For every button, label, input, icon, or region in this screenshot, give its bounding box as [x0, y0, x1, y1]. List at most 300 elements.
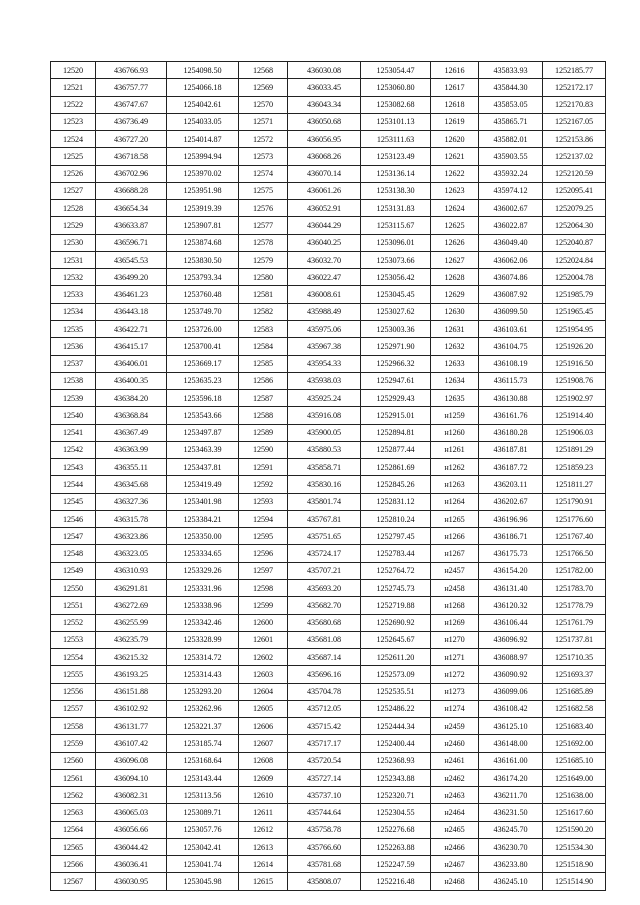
point-number-cell-group-3: н2460: [431, 735, 479, 752]
y-coordinate-cell-group-3: 1251737.81: [543, 631, 606, 648]
point-number-cell-group-3: н1263: [431, 476, 479, 493]
point-number-cell-group-3: 12630: [431, 303, 479, 320]
coordinates-table-body: [51, 62, 606, 891]
y-coordinate-cell-group-1: 1253338.96: [167, 597, 239, 614]
x-coordinate-cell-group-2: 435707.21: [288, 562, 361, 579]
x-coordinate-cell-group-3: 435844.30: [479, 79, 543, 96]
x-coordinate-cell-group-2: 435737.10: [288, 787, 361, 804]
y-coordinate-cell-group-3: 1251783.70: [543, 579, 606, 596]
y-coordinate-cell-group-2: 1252247.59: [361, 856, 431, 873]
y-coordinate-cell-group-1: 1253185.74: [167, 735, 239, 752]
table-row: [51, 769, 606, 786]
y-coordinate-cell-group-2: 1252400.44: [361, 735, 431, 752]
point-number-cell-group-1: 12548: [51, 545, 96, 562]
x-coordinate-cell-group-3: 436180.28: [479, 424, 543, 441]
point-number-cell-group-2: 12614: [239, 856, 288, 873]
y-coordinate-cell-group-2: 1252947.61: [361, 372, 431, 389]
y-coordinate-cell-group-2: 1252719.88: [361, 597, 431, 614]
x-coordinate-cell-group-2: 435808.07: [288, 873, 361, 890]
y-coordinate-cell-group-3: 1251534.30: [543, 838, 606, 855]
point-number-cell-group-1: 12562: [51, 787, 96, 804]
point-number-cell-group-3: н2468: [431, 873, 479, 890]
y-coordinate-cell-group-1: 1253970.02: [167, 165, 239, 182]
y-coordinate-cell-group-1: 1253221.37: [167, 718, 239, 735]
table-row: [51, 631, 606, 648]
point-number-cell-group-2: 12592: [239, 476, 288, 493]
y-coordinate-cell-group-1: 1253596.18: [167, 390, 239, 407]
x-coordinate-cell-group-3: 436022.87: [479, 217, 543, 234]
point-number-cell-group-2: 12577: [239, 217, 288, 234]
y-coordinate-cell-group-2: 1252966.32: [361, 355, 431, 372]
y-coordinate-cell-group-3: 1251859.23: [543, 459, 606, 476]
x-coordinate-cell-group-2: 435975.06: [288, 320, 361, 337]
x-coordinate-cell-group-1: 436291.81: [96, 579, 167, 596]
point-number-cell-group-3: 12632: [431, 338, 479, 355]
point-number-cell-group-2: 12603: [239, 666, 288, 683]
point-number-cell-group-1: 12545: [51, 493, 96, 510]
y-coordinate-cell-group-3: 1252153.86: [543, 131, 606, 148]
x-coordinate-cell-group-1: 436044.42: [96, 838, 167, 855]
point-number-cell-group-2: 12574: [239, 165, 288, 182]
point-number-cell-group-1: 12552: [51, 614, 96, 631]
y-coordinate-cell-group-1: 1253057.76: [167, 821, 239, 838]
x-coordinate-cell-group-2: 435781.68: [288, 856, 361, 873]
y-coordinate-cell-group-3: 1251908.76: [543, 372, 606, 389]
point-number-cell-group-3: н2458: [431, 579, 479, 596]
table-row: [51, 79, 606, 96]
point-number-cell-group-3: 12623: [431, 182, 479, 199]
point-number-cell-group-2: 12606: [239, 718, 288, 735]
y-coordinate-cell-group-3: 1251685.89: [543, 683, 606, 700]
x-coordinate-cell-group-3: 436148.00: [479, 735, 543, 752]
point-number-cell-group-3: н1259: [431, 407, 479, 424]
y-coordinate-cell-group-2: 1252745.73: [361, 579, 431, 596]
x-coordinate-cell-group-3: 436088.97: [479, 649, 543, 666]
point-number-cell-group-1: 12525: [51, 148, 96, 165]
point-number-cell-group-1: 12565: [51, 838, 96, 855]
point-number-cell-group-2: 12607: [239, 735, 288, 752]
point-number-cell-group-1: 12560: [51, 752, 96, 769]
point-number-cell-group-3: 12631: [431, 320, 479, 337]
point-number-cell-group-1: 12558: [51, 718, 96, 735]
x-coordinate-cell-group-3: 436115.73: [479, 372, 543, 389]
x-coordinate-cell-group-2: 435680.68: [288, 614, 361, 631]
point-number-cell-group-3: 12619: [431, 113, 479, 130]
point-number-cell-group-2: 12608: [239, 752, 288, 769]
y-coordinate-cell-group-3: 1251617.60: [543, 804, 606, 821]
point-number-cell-group-1: 12563: [51, 804, 96, 821]
y-coordinate-cell-group-3: 1252167.05: [543, 113, 606, 130]
table-row: [51, 614, 606, 631]
y-coordinate-cell-group-3: 1251649.00: [543, 769, 606, 786]
point-number-cell-group-3: 12620: [431, 131, 479, 148]
y-coordinate-cell-group-3: 1251954.95: [543, 320, 606, 337]
point-number-cell-group-2: 12572: [239, 131, 288, 148]
x-coordinate-cell-group-1: 436499.20: [96, 269, 167, 286]
y-coordinate-cell-group-1: 1253749.70: [167, 303, 239, 320]
point-number-cell-group-2: 12591: [239, 459, 288, 476]
point-number-cell-group-2: 12582: [239, 303, 288, 320]
x-coordinate-cell-group-2: 435954.33: [288, 355, 361, 372]
y-coordinate-cell-group-2: 1252831.12: [361, 493, 431, 510]
y-coordinate-cell-group-3: 1252185.77: [543, 62, 606, 79]
point-number-cell-group-3: н1271: [431, 649, 479, 666]
y-coordinate-cell-group-1: 1253419.49: [167, 476, 239, 493]
y-coordinate-cell-group-3: 1251891.29: [543, 441, 606, 458]
point-number-cell-group-2: 12589: [239, 424, 288, 441]
point-number-cell-group-2: 12604: [239, 683, 288, 700]
point-number-cell-group-3: н1268: [431, 597, 479, 614]
point-number-cell-group-2: 12581: [239, 286, 288, 303]
x-coordinate-cell-group-1: 436056.66: [96, 821, 167, 838]
x-coordinate-cell-group-3: 436202.67: [479, 493, 543, 510]
x-coordinate-cell-group-3: 436062.06: [479, 251, 543, 268]
x-coordinate-cell-group-1: 436747.67: [96, 96, 167, 113]
point-number-cell-group-1: 12522: [51, 96, 96, 113]
point-number-cell-group-2: 12585: [239, 355, 288, 372]
x-coordinate-cell-group-3: 436120.32: [479, 597, 543, 614]
y-coordinate-cell-group-1: 1253635.23: [167, 372, 239, 389]
x-coordinate-cell-group-2: 435712.05: [288, 700, 361, 717]
y-coordinate-cell-group-2: 1252611.20: [361, 649, 431, 666]
point-number-cell-group-3: 12617: [431, 79, 479, 96]
point-number-cell-group-2: 12583: [239, 320, 288, 337]
point-number-cell-group-1: 12532: [51, 269, 96, 286]
x-coordinate-cell-group-2: 435767.81: [288, 510, 361, 527]
x-coordinate-cell-group-3: 436231.50: [479, 804, 543, 821]
y-coordinate-cell-group-3: 1251590.20: [543, 821, 606, 838]
x-coordinate-cell-group-3: 436161.76: [479, 407, 543, 424]
x-coordinate-cell-group-1: 436030.95: [96, 873, 167, 890]
y-coordinate-cell-group-1: 1253350.00: [167, 528, 239, 545]
table-row: [51, 804, 606, 821]
table-row: [51, 286, 606, 303]
point-number-cell-group-2: 12610: [239, 787, 288, 804]
x-coordinate-cell-group-1: 436461.23: [96, 286, 167, 303]
x-coordinate-cell-group-2: 436070.14: [288, 165, 361, 182]
table-row: [51, 234, 606, 251]
y-coordinate-cell-group-1: 1253463.39: [167, 441, 239, 458]
point-number-cell-group-1: 12556: [51, 683, 96, 700]
y-coordinate-cell-group-1: 1253401.98: [167, 493, 239, 510]
x-coordinate-cell-group-3: 435853.05: [479, 96, 543, 113]
point-number-cell-group-1: 12530: [51, 234, 96, 251]
x-coordinate-cell-group-1: 436406.01: [96, 355, 167, 372]
x-coordinate-cell-group-1: 436718.58: [96, 148, 167, 165]
y-coordinate-cell-group-3: 1252024.84: [543, 251, 606, 268]
y-coordinate-cell-group-3: 1251767.40: [543, 528, 606, 545]
y-coordinate-cell-group-1: 1253041.74: [167, 856, 239, 873]
x-coordinate-cell-group-1: 436345.68: [96, 476, 167, 493]
x-coordinate-cell-group-2: 435900.05: [288, 424, 361, 441]
y-coordinate-cell-group-1: 1253045.98: [167, 873, 239, 890]
y-coordinate-cell-group-3: 1252120.59: [543, 165, 606, 182]
x-coordinate-cell-group-1: 436255.99: [96, 614, 167, 631]
y-coordinate-cell-group-2: 1252764.72: [361, 562, 431, 579]
x-coordinate-cell-group-3: 436049.40: [479, 234, 543, 251]
y-coordinate-cell-group-1: 1253669.17: [167, 355, 239, 372]
point-number-cell-group-3: н2461: [431, 752, 479, 769]
x-coordinate-cell-group-3: 436002.67: [479, 200, 543, 217]
table-row: [51, 649, 606, 666]
x-coordinate-cell-group-3: 436090.92: [479, 666, 543, 683]
x-coordinate-cell-group-3: 436125.10: [479, 718, 543, 735]
point-number-cell-group-1: 12536: [51, 338, 96, 355]
x-coordinate-cell-group-1: 436384.20: [96, 390, 167, 407]
point-number-cell-group-2: 12596: [239, 545, 288, 562]
y-coordinate-cell-group-2: 1252573.09: [361, 666, 431, 683]
x-coordinate-cell-group-2: 436008.61: [288, 286, 361, 303]
y-coordinate-cell-group-1: 1254098.50: [167, 62, 239, 79]
x-coordinate-cell-group-3: 436108.19: [479, 355, 543, 372]
x-coordinate-cell-group-3: 436186.71: [479, 528, 543, 545]
x-coordinate-cell-group-1: 436727.20: [96, 131, 167, 148]
y-coordinate-cell-group-2: 1253082.68: [361, 96, 431, 113]
y-coordinate-cell-group-2: 1252368.93: [361, 752, 431, 769]
point-number-cell-group-1: 12550: [51, 579, 96, 596]
point-number-cell-group-2: 12569: [239, 79, 288, 96]
point-number-cell-group-3: 12621: [431, 148, 479, 165]
table-row: [51, 113, 606, 130]
point-number-cell-group-3: н1272: [431, 666, 479, 683]
point-number-cell-group-1: 12531: [51, 251, 96, 268]
point-number-cell-group-2: 12612: [239, 821, 288, 838]
x-coordinate-cell-group-2: 436040.25: [288, 234, 361, 251]
x-coordinate-cell-group-3: 436245.10: [479, 873, 543, 890]
y-coordinate-cell-group-1: 1253042.41: [167, 838, 239, 855]
point-number-cell-group-1: 12524: [51, 131, 96, 148]
y-coordinate-cell-group-2: 1252535.51: [361, 683, 431, 700]
point-number-cell-group-1: 12541: [51, 424, 96, 441]
point-number-cell-group-1: 12527: [51, 182, 96, 199]
x-coordinate-cell-group-1: 436367.49: [96, 424, 167, 441]
point-number-cell-group-1: 12564: [51, 821, 96, 838]
y-coordinate-cell-group-2: 1252783.44: [361, 545, 431, 562]
point-number-cell-group-3: 12618: [431, 96, 479, 113]
y-coordinate-cell-group-1: 1253331.96: [167, 579, 239, 596]
y-coordinate-cell-group-3: 1251518.90: [543, 856, 606, 873]
y-coordinate-cell-group-1: 1254042.61: [167, 96, 239, 113]
point-number-cell-group-1: 12526: [51, 165, 96, 182]
x-coordinate-cell-group-2: 435751.65: [288, 528, 361, 545]
table-row: [51, 303, 606, 320]
table-row: [51, 165, 606, 182]
table-row: [51, 718, 606, 735]
table-row: [51, 666, 606, 683]
x-coordinate-cell-group-3: 436099.06: [479, 683, 543, 700]
y-coordinate-cell-group-2: 1252877.44: [361, 441, 431, 458]
x-coordinate-cell-group-3: 435865.71: [479, 113, 543, 130]
x-coordinate-cell-group-1: 436688.28: [96, 182, 167, 199]
point-number-cell-group-2: 12602: [239, 649, 288, 666]
table-row: [51, 96, 606, 113]
point-number-cell-group-2: 12570: [239, 96, 288, 113]
x-coordinate-cell-group-2: 435717.17: [288, 735, 361, 752]
point-number-cell-group-2: 12568: [239, 62, 288, 79]
x-coordinate-cell-group-1: 436107.42: [96, 735, 167, 752]
x-coordinate-cell-group-1: 436102.92: [96, 700, 167, 717]
y-coordinate-cell-group-2: 1252971.90: [361, 338, 431, 355]
x-coordinate-cell-group-1: 436443.18: [96, 303, 167, 320]
table-row: [51, 251, 606, 268]
x-coordinate-cell-group-1: 436315.78: [96, 510, 167, 527]
y-coordinate-cell-group-3: 1251710.35: [543, 649, 606, 666]
y-coordinate-cell-group-2: 1253101.13: [361, 113, 431, 130]
x-coordinate-cell-group-2: 435704.78: [288, 683, 361, 700]
point-number-cell-group-2: 12594: [239, 510, 288, 527]
y-coordinate-cell-group-2: 1253003.36: [361, 320, 431, 337]
point-number-cell-group-3: н1262: [431, 459, 479, 476]
coordinates-page: [50, 61, 605, 887]
x-coordinate-cell-group-2: 435938.03: [288, 372, 361, 389]
y-coordinate-cell-group-2: 1252690.92: [361, 614, 431, 631]
point-number-cell-group-3: н2464: [431, 804, 479, 821]
x-coordinate-cell-group-2: 435724.17: [288, 545, 361, 562]
x-coordinate-cell-group-1: 436131.77: [96, 718, 167, 735]
y-coordinate-cell-group-2: 1253060.80: [361, 79, 431, 96]
coordinates-table: [50, 61, 606, 891]
point-number-cell-group-3: н1269: [431, 614, 479, 631]
x-coordinate-cell-group-1: 436215.32: [96, 649, 167, 666]
point-number-cell-group-3: н1264: [431, 493, 479, 510]
x-coordinate-cell-group-1: 436363.99: [96, 441, 167, 458]
y-coordinate-cell-group-1: 1253700.41: [167, 338, 239, 355]
y-coordinate-cell-group-2: 1252444.34: [361, 718, 431, 735]
x-coordinate-cell-group-2: 436068.26: [288, 148, 361, 165]
point-number-cell-group-3: н1273: [431, 683, 479, 700]
point-number-cell-group-2: 12587: [239, 390, 288, 407]
point-number-cell-group-2: 12613: [239, 838, 288, 855]
point-number-cell-group-1: 12559: [51, 735, 96, 752]
y-coordinate-cell-group-1: 1253907.81: [167, 217, 239, 234]
x-coordinate-cell-group-3: 436175.73: [479, 545, 543, 562]
x-coordinate-cell-group-2: 435858.71: [288, 459, 361, 476]
table-row: [51, 700, 606, 717]
table-row: [51, 510, 606, 527]
table-row: [51, 217, 606, 234]
x-coordinate-cell-group-2: 436052.91: [288, 200, 361, 217]
y-coordinate-cell-group-1: 1253328.99: [167, 631, 239, 648]
table-row: [51, 131, 606, 148]
y-coordinate-cell-group-2: 1252845.26: [361, 476, 431, 493]
x-coordinate-cell-group-3: 436131.40: [479, 579, 543, 596]
y-coordinate-cell-group-2: 1253123.49: [361, 148, 431, 165]
table-row: [51, 856, 606, 873]
y-coordinate-cell-group-1: 1254014.87: [167, 131, 239, 148]
x-coordinate-cell-group-3: 436211.70: [479, 787, 543, 804]
y-coordinate-cell-group-1: 1253793.34: [167, 269, 239, 286]
y-coordinate-cell-group-3: 1251965.45: [543, 303, 606, 320]
x-coordinate-cell-group-2: 436030.08: [288, 62, 361, 79]
x-coordinate-cell-group-3: 436174.20: [479, 769, 543, 786]
point-number-cell-group-1: 12549: [51, 562, 96, 579]
table-row: [51, 62, 606, 79]
table-row: [51, 476, 606, 493]
y-coordinate-cell-group-3: 1251683.40: [543, 718, 606, 735]
point-number-cell-group-2: 12579: [239, 251, 288, 268]
y-coordinate-cell-group-2: 1252263.88: [361, 838, 431, 855]
x-coordinate-cell-group-1: 436094.10: [96, 769, 167, 786]
point-number-cell-group-2: 12605: [239, 700, 288, 717]
x-coordinate-cell-group-2: 435766.60: [288, 838, 361, 855]
table-row: [51, 355, 606, 372]
y-coordinate-cell-group-3: 1251761.79: [543, 614, 606, 631]
x-coordinate-cell-group-3: 435833.93: [479, 62, 543, 79]
y-coordinate-cell-group-3: 1251790.91: [543, 493, 606, 510]
y-coordinate-cell-group-3: 1251638.00: [543, 787, 606, 804]
y-coordinate-cell-group-2: 1253138.30: [361, 182, 431, 199]
y-coordinate-cell-group-1: 1253168.64: [167, 752, 239, 769]
x-coordinate-cell-group-2: 435925.24: [288, 390, 361, 407]
x-coordinate-cell-group-3: 435974.12: [479, 182, 543, 199]
table-row: [51, 200, 606, 217]
x-coordinate-cell-group-3: 436074.86: [479, 269, 543, 286]
x-coordinate-cell-group-3: 436106.44: [479, 614, 543, 631]
table-row: [51, 148, 606, 165]
table-row: [51, 562, 606, 579]
x-coordinate-cell-group-2: 435967.38: [288, 338, 361, 355]
table-row: [51, 269, 606, 286]
x-coordinate-cell-group-1: 436596.71: [96, 234, 167, 251]
y-coordinate-cell-group-1: 1253994.94: [167, 148, 239, 165]
y-coordinate-cell-group-1: 1253262.96: [167, 700, 239, 717]
y-coordinate-cell-group-2: 1253111.63: [361, 131, 431, 148]
x-coordinate-cell-group-2: 435727.14: [288, 769, 361, 786]
table-row: [51, 493, 606, 510]
x-coordinate-cell-group-2: 435687.14: [288, 649, 361, 666]
table-row: [51, 579, 606, 596]
x-coordinate-cell-group-2: 435916.08: [288, 407, 361, 424]
x-coordinate-cell-group-3: 436187.81: [479, 441, 543, 458]
table-row: [51, 545, 606, 562]
x-coordinate-cell-group-3: 436161.00: [479, 752, 543, 769]
point-number-cell-group-2: 12578: [239, 234, 288, 251]
y-coordinate-cell-group-3: 1251811.27: [543, 476, 606, 493]
table-row: [51, 459, 606, 476]
x-coordinate-cell-group-2: 435682.70: [288, 597, 361, 614]
y-coordinate-cell-group-1: 1253830.50: [167, 251, 239, 268]
point-number-cell-group-3: н2467: [431, 856, 479, 873]
x-coordinate-cell-group-2: 435830.16: [288, 476, 361, 493]
y-coordinate-cell-group-2: 1252343.88: [361, 769, 431, 786]
y-coordinate-cell-group-3: 1251778.79: [543, 597, 606, 614]
point-number-cell-group-2: 12575: [239, 182, 288, 199]
x-coordinate-cell-group-1: 436766.93: [96, 62, 167, 79]
point-number-cell-group-3: н2459: [431, 718, 479, 735]
y-coordinate-cell-group-3: 1251693.37: [543, 666, 606, 683]
x-coordinate-cell-group-1: 436323.05: [96, 545, 167, 562]
point-number-cell-group-1: 12555: [51, 666, 96, 683]
x-coordinate-cell-group-2: 435715.42: [288, 718, 361, 735]
y-coordinate-cell-group-2: 1252320.71: [361, 787, 431, 804]
x-coordinate-cell-group-1: 436415.17: [96, 338, 167, 355]
y-coordinate-cell-group-3: 1252172.17: [543, 79, 606, 96]
point-number-cell-group-1: 12551: [51, 597, 96, 614]
y-coordinate-cell-group-2: 1253027.62: [361, 303, 431, 320]
y-coordinate-cell-group-1: 1253726.00: [167, 320, 239, 337]
point-number-cell-group-3: 12624: [431, 200, 479, 217]
x-coordinate-cell-group-2: 436033.45: [288, 79, 361, 96]
point-number-cell-group-1: 12553: [51, 631, 96, 648]
x-coordinate-cell-group-1: 436702.96: [96, 165, 167, 182]
table-row: [51, 683, 606, 700]
y-coordinate-cell-group-2: 1252929.43: [361, 390, 431, 407]
y-coordinate-cell-group-3: 1251692.00: [543, 735, 606, 752]
x-coordinate-cell-group-1: 436310.93: [96, 562, 167, 579]
point-number-cell-group-3: 12622: [431, 165, 479, 182]
table-row: [51, 787, 606, 804]
x-coordinate-cell-group-1: 436327.36: [96, 493, 167, 510]
